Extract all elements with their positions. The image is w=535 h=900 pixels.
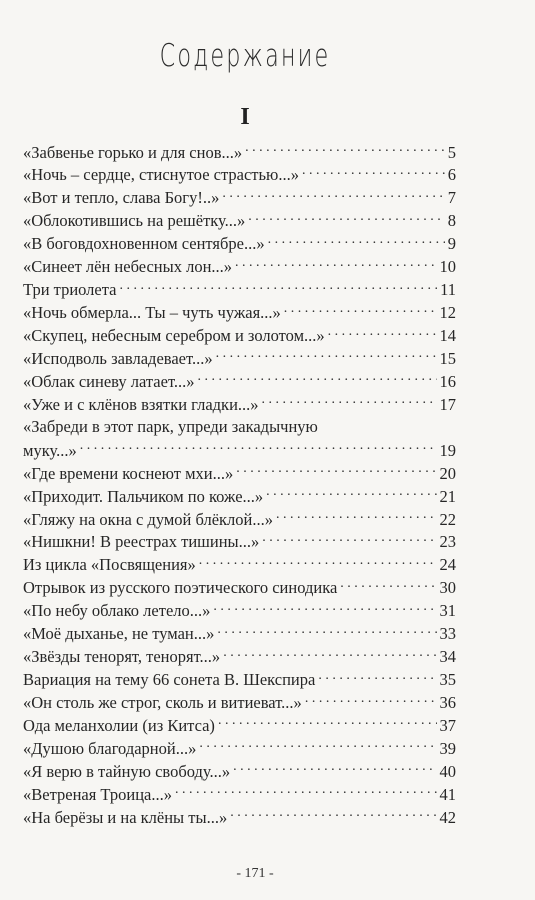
toc-entry [23,370,456,393]
toc-entry-title: «Забреди в этот парк, упреди закадычную [23,417,318,437]
toc-entry-page: 6 [447,165,456,185]
leader-dots [268,233,445,250]
toc-entry-title: «Исподволь завладевает...» [23,348,213,368]
toc-entry-title: «Синеет лён небесных лон...» [23,257,233,277]
leader-dots [245,141,445,158]
leader-dots [248,210,444,227]
toc-entry-page: 5 [447,142,456,162]
toc-entry [23,233,456,256]
leader-dots [318,669,436,686]
leader-dots [213,600,436,617]
toc-entry [23,669,456,692]
toc-entry-title: Из цикла «Посвящения» [23,555,196,575]
leader-dots [262,393,437,410]
leader-dots [230,806,436,823]
toc-entry [23,554,456,577]
toc-entry-page: 19 [439,440,456,460]
toc-entry [23,256,456,279]
toc-entry-page: 33 [439,624,456,644]
toc-entry-continuation [23,439,456,462]
toc-entry-title: «Нишкни! В реестрах тишины...» [23,532,260,552]
toc-entry [23,646,456,669]
leader-dots [284,302,437,319]
toc-entry-title: «Ночь – сердце, стиснутое страстью...» [23,165,299,185]
toc-entry-title: «На берёзы и на клёны ты...» [23,807,228,827]
toc-entry-page: 17 [439,394,456,414]
toc-entry [23,141,456,164]
leader-dots [199,554,437,571]
toc-entry-title: «Где времени коснеют мхи...» [23,463,234,483]
leader-dots [266,485,436,502]
toc-entry-page: 22 [439,509,456,529]
toc-entry-title: «Моё дыханье, не туман...» [23,624,215,644]
toc-entry-page: 37 [439,715,456,735]
toc-entry-page: 11 [440,280,456,300]
toc-entry-title: «Душою благодарной...» [23,738,197,758]
toc-entry-title: «Скупец, небесным серебром и золотом...» [23,326,325,345]
toc-entry-title: муку...» [23,440,77,460]
toc-entry [23,462,456,485]
toc-entry-page: 40 [439,761,456,781]
leader-dots [328,325,437,342]
page-number: - 171 - [236,866,274,881]
toc-entry-title: «Ветреная Троица...» [23,784,172,804]
toc-entry [23,508,456,531]
toc-entry [23,806,456,829]
toc-entry [23,737,456,760]
leader-dots [216,347,437,364]
toc-entry-page: 24 [439,555,456,575]
toc-entry-page: 39 [439,738,456,758]
toc-entry-page: 7 [447,188,456,208]
page-title: Содержание [159,38,331,74]
leader-dots [276,508,437,525]
toc-entry [23,714,456,737]
leader-dots [305,692,437,709]
table-of-contents [23,141,456,829]
toc-entry-page: 35 [439,670,456,690]
toc-entry-title: «Ночь обмерла... Ты – чуть чужая...» [23,303,281,323]
toc-entry-title: «В боговдохновенном сентябре...» [23,234,265,254]
toc-entry [23,692,456,715]
toc-entry-page: 34 [439,647,456,667]
leader-dots [340,577,436,594]
toc-entry [23,577,456,600]
toc-entry-title: Отрывок из русского поэтического синодика [23,578,338,598]
leader-dots [223,646,436,663]
leader-dots [198,370,437,387]
toc-entry-page: 20 [439,463,456,483]
toc-entry-title: «Звёзды тенорят, тенорят...» [23,647,221,667]
section-heading: I [240,104,250,130]
leader-dots [233,760,436,777]
leader-dots [262,531,436,548]
toc-entry-title: «Он столь же строг, сколь и витиеват...» [23,693,302,712]
toc-entry [23,210,456,233]
toc-entry [23,187,456,210]
toc-entry-title: Ода меланхолии (из Китса) [23,715,215,735]
toc-entry [23,783,456,806]
leader-dots [119,279,437,296]
toc-entry [23,623,456,646]
toc-entry-title: Вариация на тему 66 сонета В. Шекспира [23,670,316,690]
leader-dots [302,164,445,181]
toc-entry-page: 15 [439,348,456,368]
leader-dots [235,256,436,273]
leader-dots [175,783,437,800]
toc-entry [23,347,456,370]
toc-entry-page: 10 [439,257,456,277]
toc-entry-page: 16 [439,371,456,391]
toc-entry-title: «Забвенье горько и для снов...» [23,142,243,162]
toc-entry-page: 9 [447,234,456,254]
leader-dots [80,439,437,456]
toc-entry-title: «Приходит. Пальчиком по коже...» [23,486,264,506]
toc-entry-title: «Я верю в тайную свободу...» [23,761,231,781]
toc-entry [23,325,456,348]
toc-entry-page: 23 [439,532,456,552]
toc-entry-page: 42 [439,807,456,827]
toc-entry [23,279,456,302]
toc-entry-page: 8 [447,211,456,231]
toc-entry-page: 41 [439,784,456,804]
leader-dots [217,623,436,640]
toc-entry-title: «Вот и тепло, слава Богу!..» [23,188,220,208]
toc-entry [23,760,456,783]
toc-entry [23,531,456,554]
toc-entry [23,302,456,325]
toc-entry [23,393,456,416]
toc-entry-page: 21 [439,486,456,506]
toc-entry-page: 31 [439,601,456,621]
toc-entry [23,485,456,508]
toc-entry-title: «Облак синеву латает...» [23,371,195,391]
toc-entry-title: Три триолета [23,280,117,300]
toc-entry-page: 14 [439,326,456,345]
leader-dots [199,737,436,754]
toc-entry [23,600,456,623]
toc-entry [23,164,456,187]
toc-entry-title: «Уже и с клёнов взятки гладки...» [23,394,259,414]
toc-entry-title: «Гляжу на окна с думой блёклой...» [23,509,273,529]
toc-entry-first-line [23,416,456,439]
toc-entry-page: 30 [439,578,456,598]
toc-entry-page: 12 [439,303,456,323]
toc-entry-page: 36 [439,693,456,712]
leader-dots [236,462,436,479]
leader-dots [218,714,437,731]
toc-entry-title: «Облокотившись на решётку...» [23,211,246,231]
leader-dots [222,187,444,204]
toc-entry-title: «По небу облако летело...» [23,601,211,621]
